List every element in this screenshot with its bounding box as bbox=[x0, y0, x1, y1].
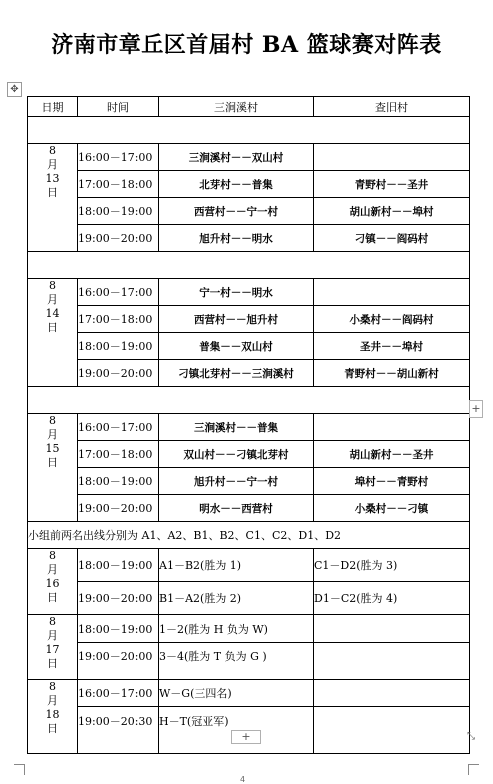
move-icon[interactable]: ✥ bbox=[7, 82, 22, 97]
match-cell-b: 青野村－－胡山新村 bbox=[314, 360, 470, 387]
time-cell: 19:00－20:00 bbox=[78, 360, 159, 387]
page-number: 4 bbox=[240, 775, 246, 784]
time-cell: 18:00－19:00 bbox=[78, 615, 159, 643]
table-row bbox=[28, 171, 470, 198]
match-cell-a: 普集－－双山村 bbox=[159, 333, 314, 360]
match-cell-b bbox=[314, 680, 470, 707]
date-cell: 8 月 16 日 bbox=[28, 549, 78, 615]
add-row-plus-icon[interactable]: + bbox=[231, 730, 261, 744]
date-cell: 8 月 14 日 bbox=[28, 279, 78, 387]
table-row bbox=[28, 680, 470, 707]
time-cell: 16:00－17:00 bbox=[78, 680, 159, 707]
time-cell: 16:00－17:00 bbox=[78, 414, 159, 441]
time-cell: 17:00－18:00 bbox=[78, 171, 159, 198]
date-cell: 8 月 17 日 bbox=[28, 615, 78, 680]
table-row bbox=[28, 333, 470, 360]
match-cell-a: 刁镇北芽村－－三涧溪村 bbox=[159, 360, 314, 387]
qualification-note: 小组前两名出线分别为 A1、A2、B1、B2、C1、C2、D1、D2 bbox=[28, 522, 470, 549]
match-cell-a: A1－B2(胜为 1) bbox=[159, 549, 314, 582]
time-cell: 19:00－20:00 bbox=[78, 643, 159, 680]
table-row bbox=[28, 414, 470, 441]
header-group-b: 查旧村 bbox=[314, 97, 470, 117]
time-cell: 18:00－19:00 bbox=[78, 333, 159, 360]
match-cell-a: W－G(三四名) bbox=[159, 680, 314, 707]
time-cell: 17:00－18:00 bbox=[78, 306, 159, 333]
match-cell-b: 胡山新村－－埠村 bbox=[314, 198, 470, 225]
match-cell-b: 刁镇－－阎码村 bbox=[314, 225, 470, 252]
match-cell-b bbox=[314, 615, 470, 643]
match-cell-b: 小桑村－－刁镇 bbox=[314, 495, 470, 522]
header-group-a: 三涧溪村 bbox=[159, 97, 314, 117]
match-cell-a: 明水－－西营村 bbox=[159, 495, 314, 522]
header-row bbox=[28, 97, 470, 117]
time-cell: 16:00－17:00 bbox=[78, 279, 159, 306]
match-cell-b: C1－D2(胜为 3) bbox=[314, 549, 470, 582]
table-row bbox=[28, 198, 470, 225]
table-row bbox=[28, 643, 470, 680]
time-cell: 16:00－17:00 bbox=[78, 144, 159, 171]
match-cell-a: 双山村－－刁镇北芽村 bbox=[159, 441, 314, 468]
table-row bbox=[28, 468, 470, 495]
match-cell-b: 圣井－－埠村 bbox=[314, 333, 470, 360]
document-title: 济南市章丘区首届村 BA 篮球赛对阵表 bbox=[51, 32, 442, 58]
match-cell-b: 小桑村－－阎码村 bbox=[314, 306, 470, 333]
match-cell-b: 青野村－－圣井 bbox=[314, 171, 470, 198]
time-cell: 18:00－19:00 bbox=[78, 198, 159, 225]
match-cell-b: D1－C2(胜为 4) bbox=[314, 582, 470, 615]
table-row bbox=[28, 225, 470, 252]
time-cell: 19:00－20:00 bbox=[78, 225, 159, 252]
match-cell-a: 旭升村－－明水 bbox=[159, 225, 314, 252]
schedule-table bbox=[27, 96, 470, 754]
match-cell-b bbox=[314, 279, 470, 306]
match-cell-a: 旭升村－－宁一村 bbox=[159, 468, 314, 495]
match-cell-a: 西营村－－宁一村 bbox=[159, 198, 314, 225]
table-row bbox=[28, 360, 470, 387]
time-cell: 19:00－20:00 bbox=[78, 582, 159, 615]
table-row bbox=[28, 495, 470, 522]
match-cell-a: 3－4(胜为 T 负为 G ) bbox=[159, 643, 314, 680]
table-row bbox=[28, 582, 470, 615]
resize-icon[interactable]: ⤡ bbox=[467, 731, 475, 742]
time-cell: 17:00－18:00 bbox=[78, 441, 159, 468]
page-corner-mark bbox=[14, 764, 25, 775]
table-row bbox=[28, 441, 470, 468]
spacer-row bbox=[28, 117, 470, 144]
date-cell: 8 月 13 日 bbox=[28, 144, 78, 252]
date-cell: 8 月 15 日 bbox=[28, 414, 78, 522]
spacer-row bbox=[28, 252, 470, 279]
match-cell-a: 1－2(胜为 H 负为 W) bbox=[159, 615, 314, 643]
match-cell-b bbox=[314, 643, 470, 680]
table-row bbox=[28, 615, 470, 643]
match-cell-b bbox=[314, 707, 470, 754]
time-cell: 19:00－20:30 bbox=[78, 707, 159, 754]
spacer-row bbox=[28, 387, 470, 414]
header-time: 时间 bbox=[78, 97, 159, 117]
time-cell: 18:00－19:00 bbox=[78, 468, 159, 495]
time-cell: 18:00－19:00 bbox=[78, 549, 159, 582]
match-cell-b bbox=[314, 144, 470, 171]
header-date: 日期 bbox=[28, 97, 78, 117]
match-cell-a: 三涧溪村－－普集 bbox=[159, 414, 314, 441]
time-cell: 19:00－20:00 bbox=[78, 495, 159, 522]
match-cell-a: 西营村－－旭升村 bbox=[159, 306, 314, 333]
page-corner-mark bbox=[468, 764, 479, 775]
date-cell: 8 月 18 日 bbox=[28, 680, 78, 754]
table-row bbox=[28, 144, 470, 171]
match-cell-b: 胡山新村－－圣井 bbox=[314, 441, 470, 468]
match-cell-b: 埠村－－青野村 bbox=[314, 468, 470, 495]
match-cell-a: 三涧溪村－－双山村 bbox=[159, 144, 314, 171]
table-row bbox=[28, 549, 470, 582]
match-cell-a: 北芽村－－普集 bbox=[159, 171, 314, 198]
add-column-plus-icon[interactable]: + bbox=[469, 400, 483, 418]
table-row bbox=[28, 306, 470, 333]
match-cell-a: B1－A2(胜为 2) bbox=[159, 582, 314, 615]
match-cell-b bbox=[314, 414, 470, 441]
match-cell-a: 宁一村－－明水 bbox=[159, 279, 314, 306]
table-row bbox=[28, 279, 470, 306]
match-cell-a: H－T(冠亚军) bbox=[159, 707, 314, 754]
